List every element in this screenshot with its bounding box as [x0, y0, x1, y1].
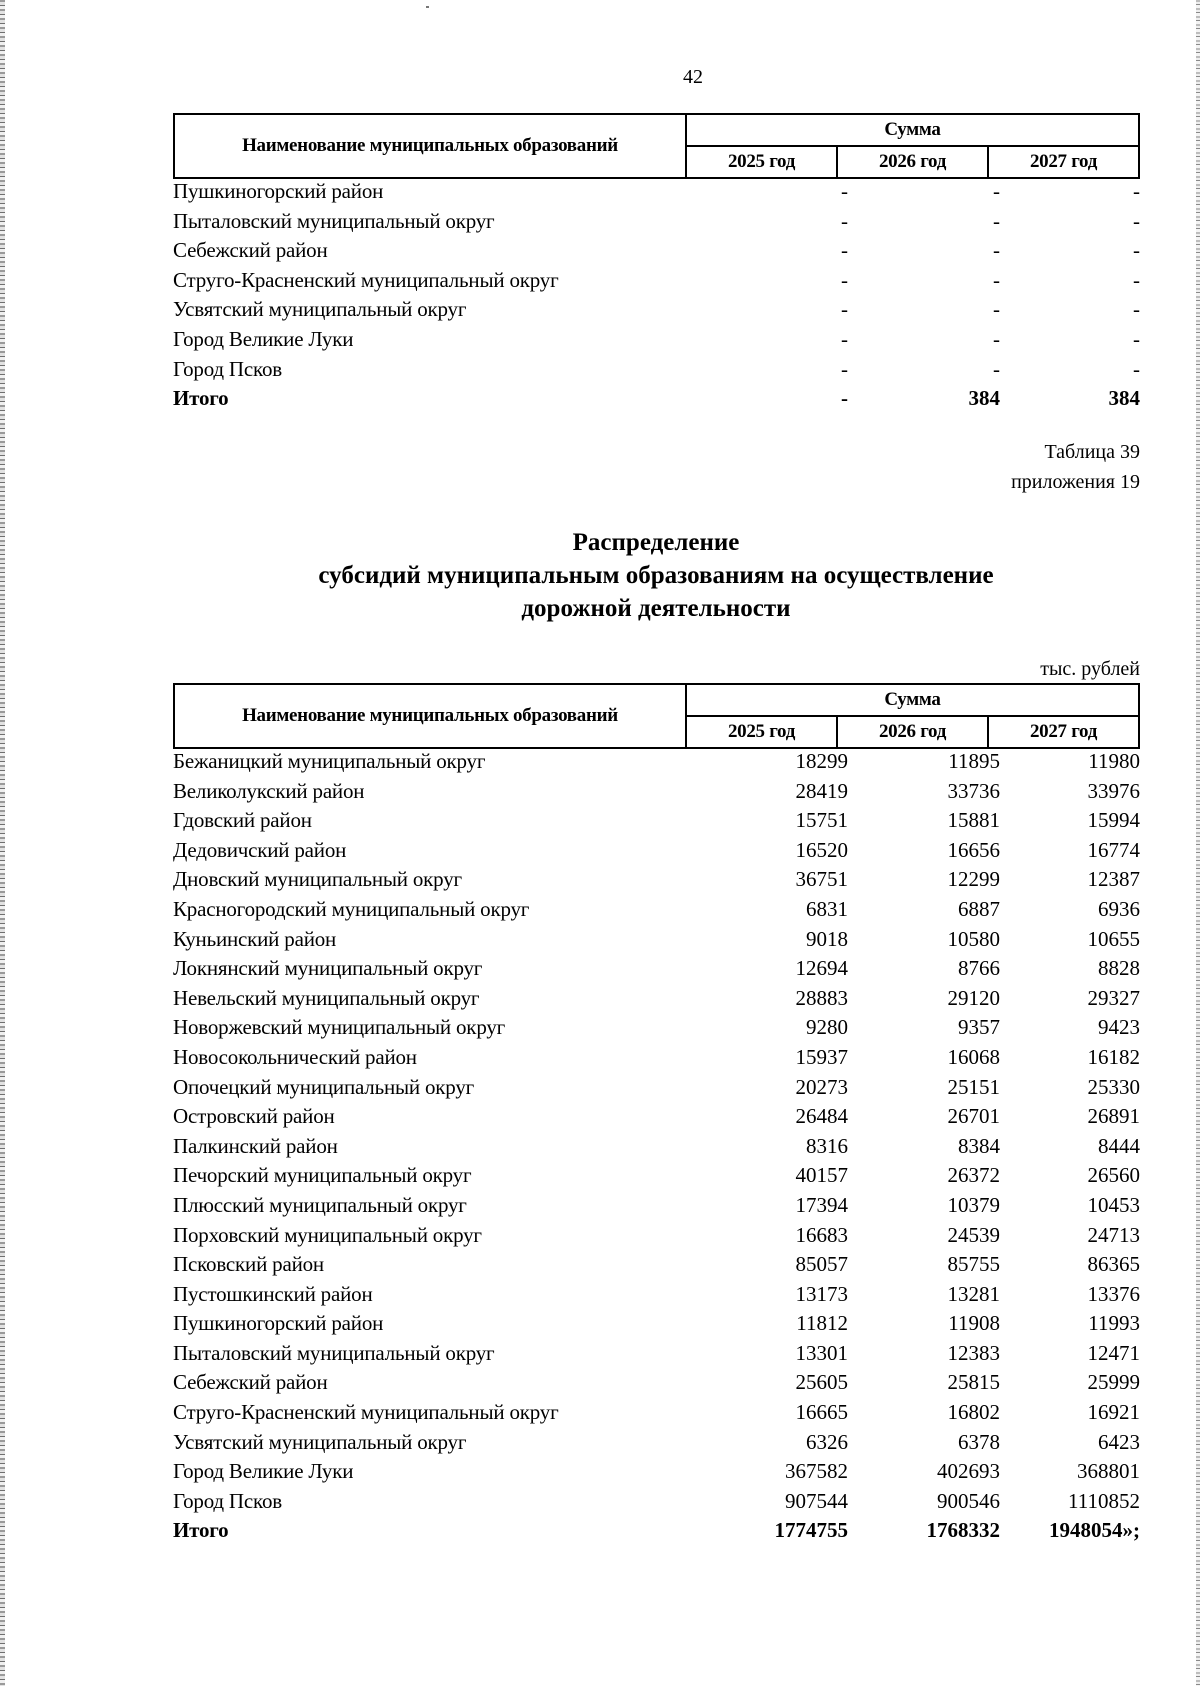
title-line-1: Распределение [572, 529, 740, 556]
table-row [173, 986, 1140, 1016]
value-2026: 11895 [948, 749, 1000, 773]
value-2025: - [841, 267, 848, 292]
value-2027: 368801 [1077, 1459, 1140, 1484]
value-2025: - [841, 238, 848, 263]
table-row [173, 1430, 1140, 1460]
table-reference [800, 437, 1140, 497]
value-2026: 16802 [947, 1400, 1000, 1425]
title-line-2: субсидий муниципальным образованиям на осуществление [318, 562, 994, 589]
municipality-name: Островский район [173, 1104, 335, 1129]
value-2026: - [993, 179, 1000, 203]
total-row [173, 1518, 1140, 1548]
value-2025: - [841, 208, 848, 233]
table-row [173, 268, 1140, 298]
header-year-2027: 2027 год [988, 146, 1139, 178]
value-2026: 900546 [937, 1488, 1000, 1513]
table-row [173, 179, 1140, 209]
table-row [173, 749, 1140, 779]
value-2025: 28883 [795, 985, 848, 1010]
appendix-number: приложения 19 [1011, 471, 1140, 493]
table-row [173, 838, 1140, 868]
municipality-name: Струго-Красненский муниципальный округ [173, 1400, 559, 1425]
value-2027: - [1133, 267, 1140, 292]
scan-edge-right [1196, 0, 1200, 1686]
value-2027: 6423 [1098, 1429, 1140, 1454]
value-2026: - [993, 238, 1000, 263]
value-2025: 25605 [795, 1370, 848, 1395]
value-2026: 26701 [947, 1104, 1000, 1129]
municipality-name: Новоржевский муниципальный округ [173, 1015, 506, 1040]
table-row [173, 1370, 1140, 1400]
value-2025: 9280 [806, 1015, 848, 1040]
scan-artifact [426, 6, 429, 8]
value-2025: 13173 [795, 1281, 848, 1306]
value-2025: 6326 [806, 1429, 848, 1454]
value-2026: 29120 [947, 985, 1000, 1010]
value-2025: - [841, 326, 848, 351]
table-row [173, 1341, 1140, 1371]
value-2027: 384 [1108, 386, 1140, 411]
value-2026: 384 [968, 386, 1000, 411]
table-row [173, 1015, 1140, 1045]
value-2027: - [1133, 179, 1140, 203]
value-2025: - [841, 297, 848, 322]
value-2025: - [841, 356, 848, 381]
value-2027: 86365 [1087, 1252, 1140, 1277]
value-2025: 16665 [795, 1400, 848, 1425]
value-2026: 26372 [947, 1163, 1000, 1188]
value-2027: 16182 [1087, 1044, 1140, 1069]
municipality-name: Гдовский район [173, 808, 312, 833]
prev-table [173, 113, 1140, 416]
table-row [173, 867, 1140, 897]
value-2026: 6887 [958, 896, 1000, 921]
value-2025: 367582 [785, 1459, 848, 1484]
value-2026: 10379 [947, 1192, 1000, 1217]
table-row [173, 1045, 1140, 1075]
value-2026: 25151 [947, 1074, 1000, 1099]
table-row [173, 779, 1140, 809]
municipality-name: Струго-Красненский муниципальный округ [173, 267, 559, 292]
municipality-name: Великолукский район [173, 778, 365, 803]
value-2025: 15937 [795, 1044, 848, 1069]
value-2027: 26560 [1087, 1163, 1140, 1188]
value-2027: - [1133, 326, 1140, 351]
value-2027: 6936 [1098, 896, 1140, 921]
value-2025: - [841, 386, 848, 411]
value-2025: 15751 [795, 808, 848, 833]
municipality-name: Усвятский муниципальный округ [173, 297, 467, 322]
value-2025: 20273 [795, 1074, 848, 1099]
value-2027: 11980 [1088, 749, 1140, 773]
municipality-name: Новосокольнический район [173, 1044, 417, 1069]
header-name-column: Наименование муниципальных образований [174, 114, 686, 178]
table-row [173, 808, 1140, 838]
value-2026: 25815 [947, 1370, 1000, 1395]
table-row [173, 1223, 1140, 1253]
value-2026: - [993, 297, 1000, 322]
municipality-name: Город Псков [173, 1488, 282, 1513]
value-2025: 13301 [795, 1340, 848, 1365]
municipality-name: Дновский муниципальный округ [173, 867, 462, 892]
scan-edge-left [0, 0, 5, 1686]
municipality-name: Куньинский район [173, 926, 337, 951]
table-row [173, 1193, 1140, 1223]
municipality-name: Пустошкинский район [173, 1281, 373, 1306]
total-row [173, 386, 1140, 416]
table-number: Таблица 39 [1044, 441, 1140, 463]
municipality-name: Локнянский муниципальный округ [173, 956, 483, 981]
value-2025: 12694 [795, 956, 848, 981]
value-2026: 15881 [947, 808, 1000, 833]
table-39 [173, 683, 1140, 1548]
value-2027: - [1133, 208, 1140, 233]
table-row [173, 1104, 1140, 1134]
municipality-name: Город Псков [173, 356, 282, 381]
municipality-name: Усвятский муниципальный округ [173, 1429, 467, 1454]
value-2027: 25330 [1087, 1074, 1140, 1099]
prev-table-header [173, 113, 1140, 179]
title-line-3: дорожной деятельности [521, 595, 791, 622]
value-2027: 29327 [1087, 985, 1140, 1010]
value-2026: 12383 [947, 1340, 1000, 1365]
value-2027: 1948054»; [1049, 1518, 1140, 1543]
table-title [0, 526, 1200, 625]
header-sum-column: Сумма [686, 114, 1139, 146]
header-year-2025: 2025 год [686, 146, 837, 178]
value-2025: 26484 [795, 1104, 848, 1129]
value-2027: 8828 [1098, 956, 1140, 981]
header-year-2025: 2025 год [686, 716, 837, 748]
table-row [173, 209, 1140, 239]
municipality-name: Бежаницкий муниципальный округ [173, 749, 486, 773]
table-row [173, 1489, 1140, 1519]
value-2026: 6378 [958, 1429, 1000, 1454]
municipality-name: Порховский муниципальный округ [173, 1222, 482, 1247]
value-2026: 8384 [958, 1133, 1000, 1158]
value-2025: 16520 [795, 837, 848, 862]
value-2026: 16068 [947, 1044, 1000, 1069]
table-row [173, 1282, 1140, 1312]
value-2026: 85755 [947, 1252, 1000, 1277]
header-year-2026: 2026 год [837, 146, 988, 178]
value-2025: 8316 [806, 1133, 848, 1158]
page-number: 42 [683, 66, 703, 88]
value-2026: 8766 [958, 956, 1000, 981]
value-2026: 16656 [947, 837, 1000, 862]
header-name-column: Наименование муниципальных образований [174, 684, 686, 748]
value-2025: 6831 [806, 896, 848, 921]
municipality-name: Опочецкий муниципальный округ [173, 1074, 475, 1099]
value-2026: - [993, 356, 1000, 381]
value-2027: 26891 [1087, 1104, 1140, 1129]
value-2025: 1774755 [774, 1518, 848, 1543]
table-row [173, 927, 1140, 957]
value-2027: - [1133, 238, 1140, 263]
value-2027: 13376 [1087, 1281, 1140, 1306]
table-row [173, 1075, 1140, 1105]
value-2026: 9357 [958, 1015, 1000, 1040]
value-2027: 11993 [1088, 1311, 1140, 1336]
value-2027: 25999 [1087, 1370, 1140, 1395]
municipality-name: Палкинский район [173, 1133, 338, 1158]
municipality-name: Город Великие Луки [173, 326, 354, 351]
value-2026: 13281 [947, 1281, 1000, 1306]
table-row [173, 1163, 1140, 1193]
municipality-name: Красногородский муниципальный округ [173, 896, 530, 921]
value-2027: - [1133, 297, 1140, 322]
value-2027: 12471 [1087, 1340, 1140, 1365]
municipality-name: Дедовичский район [173, 837, 347, 862]
municipality-name: Пыталовский муниципальный округ [173, 1340, 495, 1365]
table-row [173, 1400, 1140, 1430]
value-2025: 28419 [795, 778, 848, 803]
value-2027: 9423 [1098, 1015, 1140, 1040]
value-2027: 12387 [1087, 867, 1140, 892]
table-row [173, 297, 1140, 327]
value-2025: 18299 [795, 749, 848, 773]
municipality-name: Невельский муниципальный округ [173, 985, 480, 1010]
value-2027: - [1133, 356, 1140, 381]
value-2027: 10655 [1087, 926, 1140, 951]
value-2025: 9018 [806, 926, 848, 951]
table-row [173, 327, 1140, 357]
municipality-name: Псковский район [173, 1252, 324, 1277]
municipality-name: Пушкиногорский район [173, 179, 384, 203]
value-2026: 10580 [947, 926, 1000, 951]
value-2027: 8444 [1098, 1133, 1140, 1158]
municipality-name: Пыталовский муниципальный округ [173, 208, 495, 233]
municipality-name: Печорский муниципальный округ [173, 1163, 472, 1188]
value-2026: 11908 [948, 1311, 1000, 1336]
table-row [173, 1252, 1140, 1282]
value-2026: 12299 [947, 867, 1000, 892]
value-2027: 1110852 [1068, 1488, 1140, 1513]
units-label: тыс. рублей [1040, 658, 1140, 680]
municipality-name: Город Великие Луки [173, 1459, 354, 1484]
header-year-2026: 2026 год [837, 716, 988, 748]
table-row [173, 238, 1140, 268]
municipality-name: Плюсский муниципальный округ [173, 1192, 467, 1217]
table-row [173, 956, 1140, 986]
header-sum-column: Сумма [686, 684, 1139, 716]
value-2026: 24539 [947, 1222, 1000, 1247]
value-2025: 17394 [795, 1192, 848, 1217]
municipality-name: Итого [173, 1518, 229, 1543]
header-year-2027: 2027 год [988, 716, 1139, 748]
value-2027: 16774 [1087, 837, 1140, 862]
value-2025: 40157 [795, 1163, 848, 1188]
table-row [173, 357, 1140, 387]
table-row [173, 1311, 1140, 1341]
value-2026: - [993, 267, 1000, 292]
value-2027: 16921 [1087, 1400, 1140, 1425]
prev-table-body [173, 179, 1140, 416]
value-2026: 33736 [947, 778, 1000, 803]
value-2026: 402693 [937, 1459, 1000, 1484]
municipality-name: Пушкиногорский район [173, 1311, 384, 1336]
table-39-body [173, 749, 1140, 1548]
value-2025: - [841, 179, 848, 203]
municipality-name: Себежский район [173, 238, 328, 263]
value-2027: 24713 [1087, 1222, 1140, 1247]
table-row [173, 1134, 1140, 1164]
table-39-header [173, 683, 1140, 749]
value-2027: 15994 [1087, 808, 1140, 833]
value-2027: 10453 [1087, 1192, 1140, 1217]
municipality-name: Себежский район [173, 1370, 328, 1395]
value-2025: 36751 [795, 867, 848, 892]
municipality-name: Итого [173, 386, 229, 411]
value-2027: 33976 [1087, 778, 1140, 803]
value-2025: 907544 [785, 1488, 848, 1513]
value-2025: 16683 [795, 1222, 848, 1247]
value-2025: 11812 [796, 1311, 848, 1336]
value-2026: - [993, 326, 1000, 351]
table-row [173, 1459, 1140, 1489]
table-row [173, 897, 1140, 927]
value-2026: - [993, 208, 1000, 233]
value-2025: 85057 [795, 1252, 848, 1277]
value-2026: 1768332 [926, 1518, 1000, 1543]
